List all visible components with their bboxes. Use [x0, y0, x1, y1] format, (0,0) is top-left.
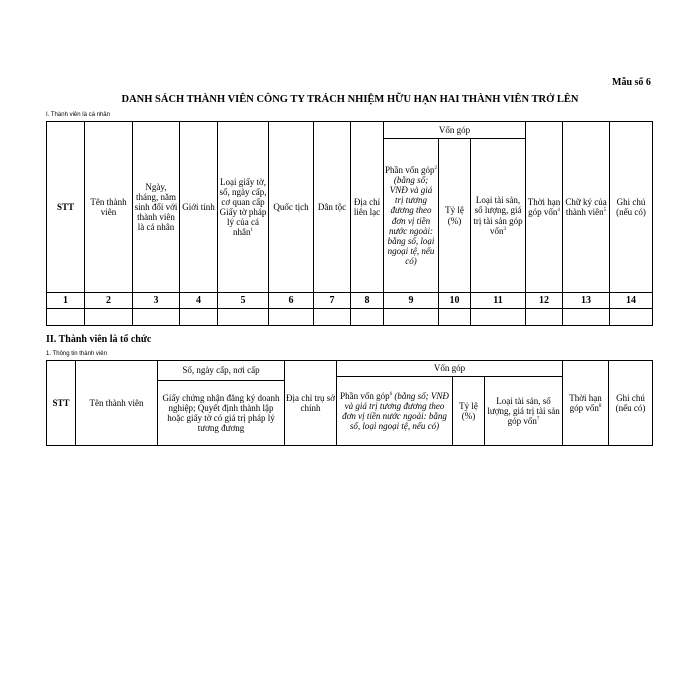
- col-registration-top: Số, ngày cấp, nơi cấp: [158, 361, 285, 381]
- capital-lead: Phần vốn góp: [340, 390, 390, 401]
- deadline-text: Thời hạn góp vốn: [527, 196, 561, 217]
- footnote-3: 3: [503, 226, 507, 232]
- col-number: 14: [610, 293, 653, 309]
- empty-cell[interactable]: [384, 309, 439, 326]
- empty-cell[interactable]: [351, 309, 384, 326]
- asset-type-text: Loại tài sản, số lượng, giá trị tài sản góp vốn: [473, 195, 523, 236]
- col-group-capital: Vốn góp: [337, 361, 563, 377]
- col-asset-type: [471, 139, 526, 293]
- col-nationality: Quốc tịch: [269, 122, 314, 293]
- col-number: 8: [351, 293, 384, 309]
- empty-cell[interactable]: [218, 309, 269, 326]
- organization-members-table: [46, 360, 653, 446]
- section2-sub-label: 1. Thông tin thành viên: [46, 351, 107, 357]
- col-note: Ghi chú (nếu có): [610, 122, 653, 293]
- col-number: 5: [218, 293, 269, 309]
- capital-lead: Phần vốn góp: [385, 165, 435, 176]
- section2-label: II. Thành viên là tổ chức: [46, 334, 152, 345]
- section1-label: I. Thành viên là cá nhân: [46, 112, 110, 118]
- col-number: 12: [526, 293, 563, 309]
- col-capital-amount: [384, 139, 439, 293]
- col-number: 1: [47, 293, 85, 309]
- col-number: 11: [471, 293, 526, 309]
- empty-cell[interactable]: [471, 309, 526, 326]
- col-gender: Giới tính: [180, 122, 218, 293]
- col-ratio: Tỷ lệ (%): [453, 377, 485, 446]
- deadline-text: Thời hạn góp vốn: [569, 392, 602, 413]
- footnote-5: 5: [603, 208, 607, 213]
- footnote-2: 2: [434, 166, 437, 172]
- empty-cell[interactable]: [610, 309, 653, 326]
- col-stt: STT: [47, 122, 85, 293]
- footnote-4: 4: [557, 208, 560, 213]
- col-member-name: Tên thành viên: [85, 122, 133, 293]
- col-deadline: [563, 361, 609, 446]
- col-number: 13: [563, 293, 610, 309]
- empty-cell[interactable]: [314, 309, 351, 326]
- col-contact-address: Địa chỉ liên lạc: [351, 122, 384, 293]
- col-group-capital: Vốn góp: [384, 122, 526, 139]
- col-id-document: [218, 122, 269, 293]
- col-registration-detail: Giấy chứng nhận đăng ký doanh nghiệp; Quyết định thành lập hoặc giấy tờ có giá trị pháp lý tương đương: [158, 381, 285, 446]
- empty-cell[interactable]: [563, 309, 610, 326]
- footnote-8: 8: [598, 404, 602, 409]
- document-title: DANH SÁCH THÀNH VIÊN CÔNG TY TRÁCH NHIỆM HỮU HẠN HAI THÀNH VIÊN TRỞ LÊN: [121, 94, 579, 105]
- col-asset-type: [485, 377, 563, 446]
- empty-cell[interactable]: [439, 309, 471, 326]
- form-number: Mẫu số 6: [612, 77, 651, 88]
- empty-cell[interactable]: [85, 309, 133, 326]
- col-number: 9: [384, 293, 439, 309]
- col-member-name: Tên thành viên: [76, 361, 158, 446]
- id-document-text: Loại giấy tờ, số, ngày cấp, cơ quan cấp Giấy tờ pháp lý của cá nhân: [219, 176, 267, 238]
- footnote-1: 1: [250, 228, 253, 234]
- empty-data-row: [47, 309, 653, 326]
- col-number: 2: [85, 293, 133, 309]
- col-number: 7: [314, 293, 351, 309]
- footnote-6: 6: [389, 391, 393, 397]
- empty-cell[interactable]: [526, 309, 563, 326]
- col-date-of-birth: Ngày, tháng, năm sinh đối với thành viên là cá nhân: [133, 122, 180, 293]
- capital-detail: (bằng số; VNĐ và giá trị tương đương theo đơn vị tiền nước ngoài: bằng số, loại ngoại tệ, nếu có): [387, 175, 435, 266]
- col-ratio: Tỷ lệ (%): [439, 139, 471, 293]
- col-head-office: Địa chỉ trụ sở chính: [285, 361, 337, 446]
- col-number: 6: [269, 293, 314, 309]
- empty-cell[interactable]: [269, 309, 314, 326]
- empty-cell[interactable]: [47, 309, 85, 326]
- col-signature: [563, 122, 610, 293]
- empty-cell[interactable]: [133, 309, 180, 326]
- individual-members-table: [46, 121, 653, 326]
- footnote-7: 7: [536, 417, 540, 423]
- column-number-row: [47, 293, 653, 309]
- col-number: 10: [439, 293, 471, 309]
- signature-text: Chữ ký của thành viên: [565, 196, 607, 217]
- col-capital-amount: [337, 377, 453, 446]
- capital-detail: (bằng số; VNĐ và giá trị tương đương theo đơn vị tiền nước ngoài: bằng số, loại ngoại tệ, nếu có): [342, 390, 449, 432]
- empty-cell[interactable]: [180, 309, 218, 326]
- col-stt: STT: [47, 361, 76, 446]
- col-note: Ghi chú (nếu có): [609, 361, 653, 446]
- col-ethnicity: Dân tộc: [314, 122, 351, 293]
- col-number: 4: [180, 293, 218, 309]
- col-deadline: [526, 122, 563, 293]
- col-number: 3: [133, 293, 180, 309]
- asset-type-text: Loại tài sản, số lượng, giá trị tài sản góp vốn: [487, 395, 560, 427]
